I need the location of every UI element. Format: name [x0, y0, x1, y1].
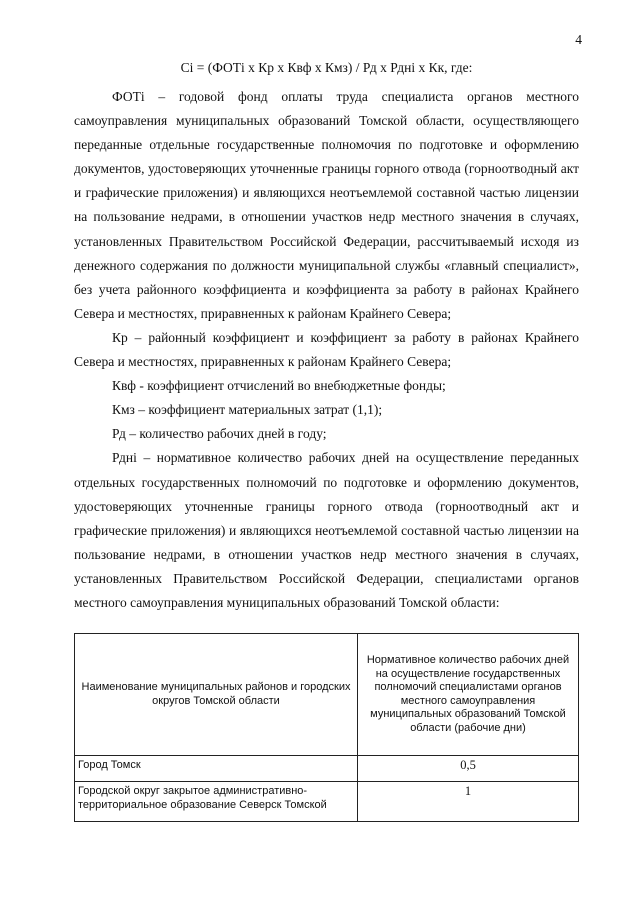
table-row	[75, 756, 579, 782]
definition-fot: ФОТi – годовой фонд оплаты труда специалиста органов местного самоуправления муниципальных образований Томской области, осуществляющего переданные отдельные государственные полномочия по подготовке и оформлению документов, удостоверяющих уточненные границы горного отвода (горноотводный акт и графические приложения) и являющихся неотъемлемой составной частью лицензии на пользование недрами, в отношении участков недр местного значения в случаях, установленных Правительством Российской Федерации, рассчитываемый исходя из денежного содержания по должности муниципальной службы «главный специалист», без учета районного коэффициента и коэффициента за работу в районах Крайнего Севера и местностях, приравненных к районам Крайнего Севера;	[74, 89, 579, 321]
definition-kvf: Квф - коэффициент отчислений во внебюджетные фонды;	[112, 378, 446, 394]
working-days-table	[74, 633, 579, 822]
cost-formula: Сi = (ФОТi х Кр х Квф х Кмз) / Рд х Рднi х Кк, где:	[180, 60, 473, 75]
table-header-row	[75, 634, 579, 756]
formula-definitions	[74, 85, 579, 615]
definition-kmz: Кмз – коэффициент материальных затрат (1,1);	[112, 402, 383, 418]
definition-kr: Кр – районный коэффициент и коэффициент за работу в районах Крайнего Севера и местностях, приравненных к районам Крайнего Севера;	[74, 329, 579, 370]
working-days-value: 1	[358, 782, 579, 822]
definition-rdni: Рднi – нормативное количество рабочих дней на осуществление переданных отдельных государственных полномочий по подготовке и оформлению документов, удостоверяющих уточненные границы горного отвода (горноотводный акт и графические приложения) и являющихся неотъемлемой составной частью лицензии на пользование недрами, в отношении участков недр местного значения в случаях, установленных Правительством Российской Федерации, специалистами органов местного самоуправления муниципальных образований Томской области:	[74, 450, 579, 610]
municipality-name: Городской округ закрытое административно-территориальное образование Северск Томской	[75, 782, 358, 822]
page-number: 4	[575, 32, 582, 47]
header-working-days: Нормативное количество рабочих дней на осуществление государственных полномочий специалистами органов местного самоуправления муниципальных образований Томской области (рабочие дни)	[358, 634, 579, 756]
definition-rd: Рд – количество рабочих дней в году;	[112, 426, 327, 442]
header-municipality: Наименование муниципальных районов и городских округов Томской области	[75, 634, 358, 756]
working-days-value: 0,5	[358, 756, 579, 782]
working-days-table-container	[74, 633, 579, 822]
municipality-name: Город Томск	[75, 756, 358, 782]
table-row	[75, 782, 579, 822]
